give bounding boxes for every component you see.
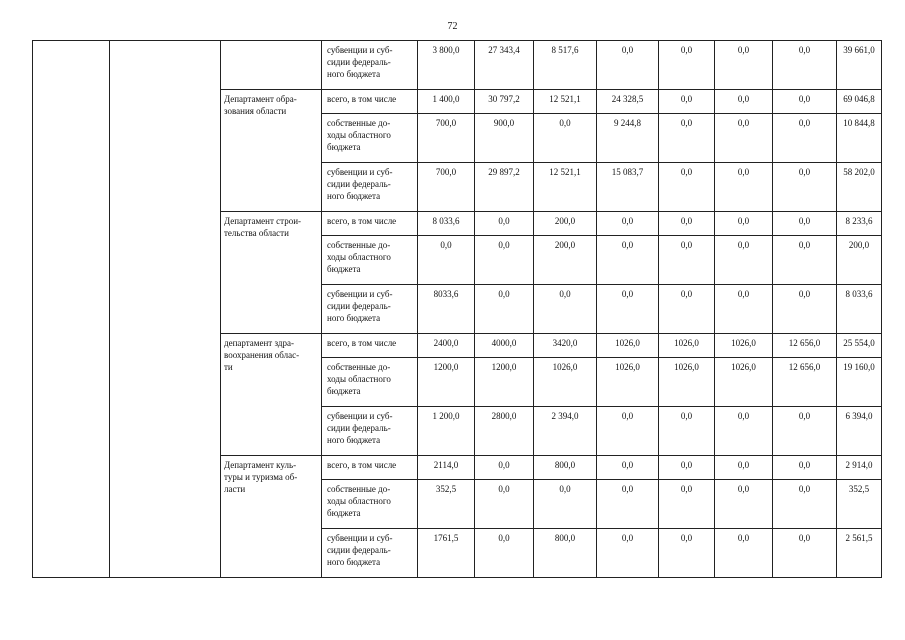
value-cell: 0,0 bbox=[659, 114, 715, 163]
value-cell: 200,0 bbox=[837, 236, 882, 285]
value-cell: 0,0 bbox=[534, 285, 597, 334]
value-cell: 0,0 bbox=[715, 407, 773, 456]
funding-type-cell: собственные до- ходы областного бюджета bbox=[322, 236, 418, 285]
value-cell: 0,0 bbox=[715, 480, 773, 529]
value-cell: 39 661,0 bbox=[837, 41, 882, 90]
value-cell: 1026,0 bbox=[715, 358, 773, 407]
value-cell: 0,0 bbox=[715, 212, 773, 236]
value-cell: 0,0 bbox=[475, 212, 534, 236]
page-number: 72 bbox=[447, 21, 458, 32]
value-cell: 1 400,0 bbox=[418, 90, 475, 114]
value-cell: 30 797,2 bbox=[475, 90, 534, 114]
funding-type-cell: собственные до- ходы областного бюджета bbox=[322, 480, 418, 529]
value-cell: 2 914,0 bbox=[837, 456, 882, 480]
value-cell: 2114,0 bbox=[418, 456, 475, 480]
value-cell: 0,0 bbox=[597, 212, 659, 236]
value-cell: 12 656,0 bbox=[773, 358, 837, 407]
funding-type-cell: субвенции и суб- сидии федераль- ного бюджета bbox=[322, 163, 418, 212]
value-cell: 0,0 bbox=[534, 480, 597, 529]
value-cell: 0,0 bbox=[597, 285, 659, 334]
value-cell: 0,0 bbox=[475, 456, 534, 480]
empty-cell-col1 bbox=[33, 41, 110, 578]
value-cell: 0,0 bbox=[773, 529, 837, 578]
funding-type-cell: субвенции и суб- сидии федераль- ного бюджета bbox=[322, 285, 418, 334]
value-cell: 58 202,0 bbox=[837, 163, 882, 212]
value-cell: 0,0 bbox=[659, 285, 715, 334]
value-cell: 8033,6 bbox=[418, 285, 475, 334]
value-cell: 0,0 bbox=[715, 236, 773, 285]
funding-type-cell: всего, в том числе bbox=[322, 212, 418, 236]
value-cell: 4000,0 bbox=[475, 334, 534, 358]
value-cell: 0,0 bbox=[659, 236, 715, 285]
value-cell: 1026,0 bbox=[659, 334, 715, 358]
value-cell: 0,0 bbox=[715, 529, 773, 578]
value-cell: 0,0 bbox=[475, 236, 534, 285]
value-cell: 6 394,0 bbox=[837, 407, 882, 456]
value-cell: 69 046,8 bbox=[837, 90, 882, 114]
department-cell: Департамент обра- зования области bbox=[221, 90, 322, 212]
value-cell: 0,0 bbox=[715, 285, 773, 334]
funding-type-cell: всего, в том числе bbox=[322, 456, 418, 480]
value-cell: 8 033,6 bbox=[837, 285, 882, 334]
funding-type-cell: всего, в том числе bbox=[322, 334, 418, 358]
value-cell: 0,0 bbox=[773, 212, 837, 236]
funding-type-cell: субвенции и суб- сидии федераль- ного бюджета bbox=[322, 407, 418, 456]
funding-type-cell: собственные до- ходы областного бюджета bbox=[322, 114, 418, 163]
value-cell: 2400,0 bbox=[418, 334, 475, 358]
value-cell: 800,0 bbox=[534, 529, 597, 578]
value-cell: 2 394,0 bbox=[534, 407, 597, 456]
value-cell: 200,0 bbox=[534, 212, 597, 236]
value-cell: 1026,0 bbox=[715, 334, 773, 358]
value-cell: 1761,5 bbox=[418, 529, 475, 578]
value-cell: 800,0 bbox=[534, 456, 597, 480]
value-cell: 27 343,4 bbox=[475, 41, 534, 90]
value-cell: 9 244,8 bbox=[597, 114, 659, 163]
value-cell: 0,0 bbox=[773, 456, 837, 480]
value-cell: 352,5 bbox=[418, 480, 475, 529]
value-cell: 0,0 bbox=[597, 480, 659, 529]
value-cell: 0,0 bbox=[597, 407, 659, 456]
value-cell: 2 561,5 bbox=[837, 529, 882, 578]
value-cell: 1 200,0 bbox=[418, 407, 475, 456]
value-cell: 0,0 bbox=[659, 212, 715, 236]
value-cell: 12 656,0 bbox=[773, 334, 837, 358]
department-cell: департамент здра- воохранения облас- ти bbox=[221, 334, 322, 456]
value-cell: 8 233,6 bbox=[837, 212, 882, 236]
value-cell: 0,0 bbox=[597, 529, 659, 578]
value-cell: 700,0 bbox=[418, 163, 475, 212]
value-cell: 0,0 bbox=[715, 456, 773, 480]
value-cell: 0,0 bbox=[597, 41, 659, 90]
value-cell: 900,0 bbox=[475, 114, 534, 163]
value-cell: 3420,0 bbox=[534, 334, 597, 358]
value-cell: 0,0 bbox=[715, 114, 773, 163]
value-cell: 0,0 bbox=[773, 163, 837, 212]
funding-type-cell: субвенции и суб- сидии федераль- ного бюджета bbox=[322, 41, 418, 90]
value-cell: 352,5 bbox=[837, 480, 882, 529]
value-cell: 0,0 bbox=[659, 41, 715, 90]
value-cell: 2800,0 bbox=[475, 407, 534, 456]
value-cell: 0,0 bbox=[773, 407, 837, 456]
value-cell: 0,0 bbox=[475, 529, 534, 578]
value-cell: 0,0 bbox=[773, 114, 837, 163]
value-cell: 15 083,7 bbox=[597, 163, 659, 212]
value-cell: 0,0 bbox=[659, 90, 715, 114]
empty-cell-col2 bbox=[110, 41, 221, 578]
value-cell: 0,0 bbox=[773, 480, 837, 529]
value-cell: 29 897,2 bbox=[475, 163, 534, 212]
value-cell: 0,0 bbox=[418, 236, 475, 285]
funding-type-cell: субвенции и суб- сидии федераль- ного бюджета bbox=[322, 529, 418, 578]
value-cell: 1026,0 bbox=[659, 358, 715, 407]
value-cell: 0,0 bbox=[475, 480, 534, 529]
value-cell: 1200,0 bbox=[475, 358, 534, 407]
value-cell: 0,0 bbox=[773, 41, 837, 90]
value-cell: 3 800,0 bbox=[418, 41, 475, 90]
value-cell: 0,0 bbox=[475, 285, 534, 334]
value-cell: 0,0 bbox=[773, 285, 837, 334]
value-cell: 25 554,0 bbox=[837, 334, 882, 358]
value-cell: 0,0 bbox=[534, 114, 597, 163]
value-cell: 1026,0 bbox=[534, 358, 597, 407]
value-cell: 12 521,1 bbox=[534, 163, 597, 212]
value-cell: 0,0 bbox=[659, 407, 715, 456]
value-cell: 0,0 bbox=[715, 163, 773, 212]
table-body bbox=[33, 41, 882, 578]
value-cell: 0,0 bbox=[659, 480, 715, 529]
department-cell bbox=[221, 41, 322, 90]
value-cell: 0,0 bbox=[659, 163, 715, 212]
value-cell: 0,0 bbox=[659, 529, 715, 578]
value-cell: 700,0 bbox=[418, 114, 475, 163]
department-cell: Департамент куль- туры и туризма об- ласти bbox=[221, 456, 322, 578]
value-cell: 0,0 bbox=[715, 90, 773, 114]
value-cell: 24 328,5 bbox=[597, 90, 659, 114]
value-cell: 1026,0 bbox=[597, 358, 659, 407]
value-cell: 1026,0 bbox=[597, 334, 659, 358]
value-cell: 12 521,1 bbox=[534, 90, 597, 114]
value-cell: 8 517,6 bbox=[534, 41, 597, 90]
funding-type-cell: всего, в том числе bbox=[322, 90, 418, 114]
value-cell: 10 844,8 bbox=[837, 114, 882, 163]
value-cell: 1200,0 bbox=[418, 358, 475, 407]
table-row bbox=[33, 41, 882, 90]
value-cell: 0,0 bbox=[659, 456, 715, 480]
budget-table bbox=[32, 40, 882, 578]
value-cell: 0,0 bbox=[715, 41, 773, 90]
funding-type-cell: собственные до- ходы областного бюджета bbox=[322, 358, 418, 407]
value-cell: 0,0 bbox=[597, 456, 659, 480]
value-cell: 8 033,6 bbox=[418, 212, 475, 236]
value-cell: 19 160,0 bbox=[837, 358, 882, 407]
value-cell: 0,0 bbox=[773, 90, 837, 114]
department-cell: Департамент строи- тельства области bbox=[221, 212, 322, 334]
value-cell: 0,0 bbox=[597, 236, 659, 285]
value-cell: 200,0 bbox=[534, 236, 597, 285]
value-cell: 0,0 bbox=[773, 236, 837, 285]
